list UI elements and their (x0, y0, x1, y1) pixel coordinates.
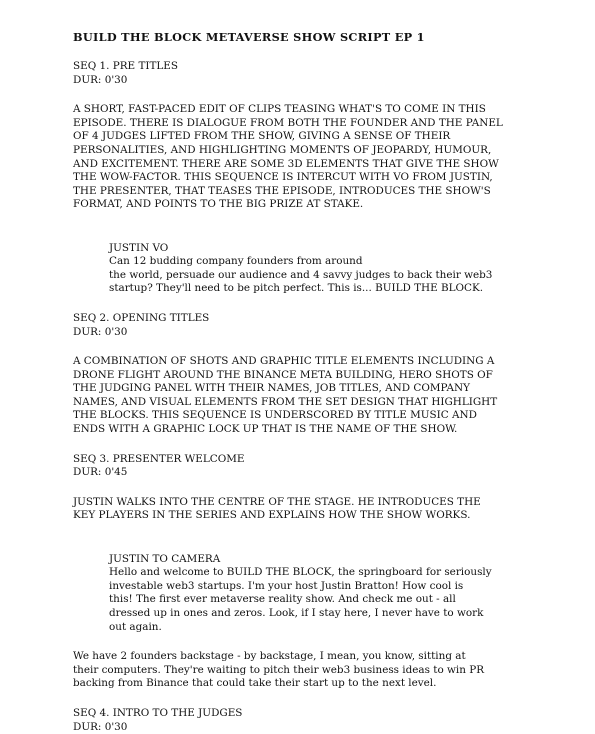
document-title: BUILD THE BLOCK METAVERSE SHOW SCRIPT EP 1 (73, 30, 425, 44)
seq-1-header (73, 60, 523, 87)
seq-3-duration: DUR: 0'45 (73, 466, 128, 479)
seq-1-action: A SHORT, FAST-PACED EDIT OF CLIPS TEASING WHAT'S TO COME IN THIS EPISODE. THERE IS DIALOGUE FROM BOTH THE FOUNDER AND THE PANEL OF 4 JUDGES LIFTED FROM THE SHOW, GIVING A SENSE OF THEIR PERSONALITIES, AND HIGHLIGHTING MOMENTS OF JEOPARDY, HUMOUR, AND EXCITEMENT. THERE ARE SOME 3D ELEMENTS THAT GIVE THE SHOW THE WOW-FACTOR. THIS SEQUENCE IS INTERCUT WITH VO FROM JUSTIN, THE PRESENTER, THAT TEASES THE EPISODE, INTRODUCES THE SHOW'S FORMAT, AND POINTS TO THE BIG PRIZE AT STAKE. (73, 103, 503, 211)
seq-1-dialogue: Can 12 budding company founders from around the world, persuade our audience and 4 savvy judges to back their web3 startup? They'll need to be pitch perfect. This is... BUILD THE BLOCK. (109, 255, 493, 295)
seq-3-action: JUSTIN WALKS INTO THE CENTRE OF THE STAGE. HE INTRODUCES THE KEY PLAYERS IN THE SERIES AND EXPLAINS HOW THE SHOW WORKS. (73, 495, 481, 522)
seq-3-speaker: JUSTIN TO CAMERA (109, 552, 221, 565)
seq-2-header (73, 312, 523, 339)
seq-2-duration: DUR: 0'30 (73, 325, 128, 338)
seq-3-dialogue-block (109, 539, 523, 634)
seq-3-after: We have 2 founders backstage - by backstage, I mean, you know, sitting at their computers. They're waiting to pitch their web3 business ideas to win PR backing from Binance that could take their start up to the next level. (73, 650, 485, 690)
seq-1-dialogue-block (109, 228, 523, 296)
script-page (73, 30, 523, 734)
seq-1-heading: SEQ 1. PRE TITLES (73, 60, 179, 72)
seq-4-header (73, 707, 523, 734)
seq-1-duration: DUR: 0'30 (73, 73, 128, 86)
seq-2-action: A COMBINATION OF SHOTS AND GRAPHIC TITLE ELEMENTS INCLUDING A DRONE FLIGHT AROUND THE BINANCE META BUILDING, HERO SHOTS OF THE JUDGING PANEL WITH THEIR NAMES, JOB TITLES, AND COMPANY NAMES, AND VISUAL ELEMENTS FROM THE SET DESIGN THAT HIGHLIGHT THE BLOCKS. THIS SEQUENCE IS UNDERSCORED BY TITLE MUSIC AND ENDS WITH A GRAPHIC LOCK UP THAT IS THE NAME OF THE SHOW. (73, 355, 498, 436)
seq-4-heading: SEQ 4. INTRO TO THE JUDGES (73, 706, 243, 719)
seq-1-speaker: JUSTIN VO (109, 241, 169, 254)
seq-2-heading: SEQ 2. OPENING TITLES (73, 311, 210, 324)
seq-3-dialogue: Hello and welcome to BUILD THE BLOCK, the springboard for seriously investable web3 startups. I'm your host Justin Bratton! How cool is this! The first ever metaverse reality show. And check me out - all dressed up in ones and zeros. Look, if I stay here, I never have to work out again. (109, 566, 492, 633)
seq-3-header (73, 453, 523, 480)
seq-3-heading: SEQ 3. PRESENTER WELCOME (73, 452, 245, 465)
seq-4-duration: DUR: 0'30 (73, 720, 128, 733)
